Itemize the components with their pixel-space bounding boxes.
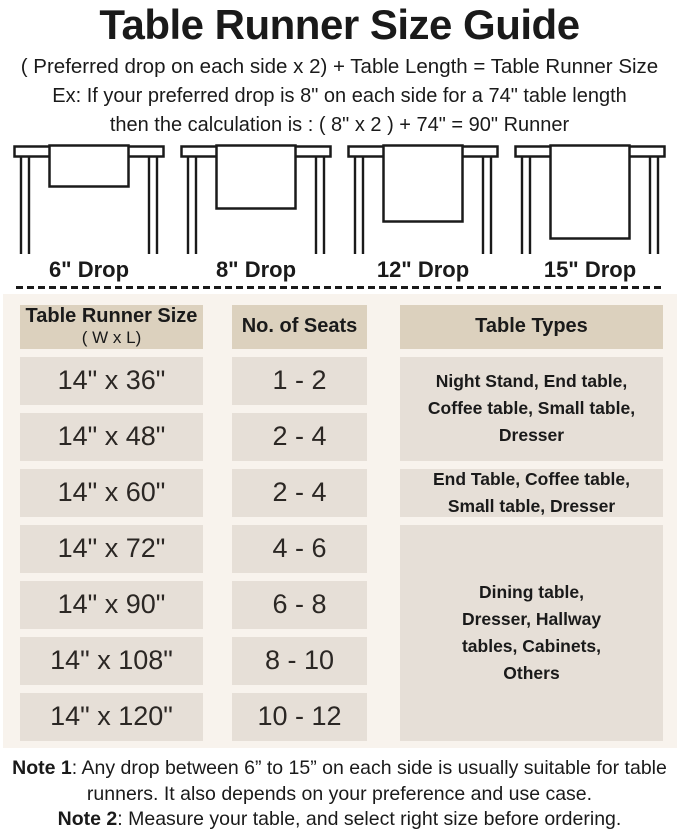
dashed-divider [16, 286, 663, 289]
table-types-cell: Night Stand, End table, Coffee table, Small table, Dresser [400, 357, 663, 461]
note-1-text: : Any drop between 6” to 15” on each side is usually suitable for table runners. It also depends on your preference and use case. [71, 756, 667, 805]
table-illustration-12in [347, 144, 499, 284]
seats-cell: 1 - 2 [232, 357, 367, 405]
table-with-runner-icon [180, 144, 332, 256]
table-with-runner-diagram [514, 144, 666, 256]
example-line-1: Ex: If your preferred drop is 8" on each side for a 74" table length [52, 84, 627, 107]
drop-label: 12" Drop [376, 256, 470, 282]
seats-cell: 8 - 10 [232, 637, 367, 685]
seats-cell: 10 - 12 [232, 693, 367, 741]
drop-label: 8" Drop [215, 256, 297, 282]
table-with-runner-icon [514, 144, 666, 256]
page-title: Table Runner Size Guide [99, 1, 580, 48]
size-cell: 14" x 36" [20, 357, 203, 405]
note-1 [2, 756, 677, 807]
drop-label: 15" Drop [543, 256, 637, 282]
table-with-runner-icon [347, 144, 499, 256]
table-types-cell: End Table, Coffee table, Small table, Dresser [400, 469, 663, 517]
seats-cell: 6 - 8 [232, 581, 367, 629]
column-table-types [400, 305, 663, 741]
column-runner-size [20, 305, 203, 741]
size-cell: 14" x 90" [20, 581, 203, 629]
size-cell: 14" x 48" [20, 413, 203, 461]
column-header-types: Table Types [400, 305, 663, 349]
drop-illustrations [0, 144, 679, 284]
size-cell: 14" x 120" [20, 693, 203, 741]
size-guide-page [0, 2, 679, 833]
table-illustration-15in [514, 144, 666, 284]
note-1-label: Note 1 [12, 756, 72, 779]
size-table [3, 294, 677, 748]
table-types-cell: Dining table, Dresser, Hallway tables, Cabinets, Others [400, 525, 663, 741]
seats-cell: 4 - 6 [232, 525, 367, 573]
table-with-runner-diagram [180, 144, 332, 256]
seats-cell: 2 - 4 [232, 413, 367, 461]
column-seats [232, 305, 367, 741]
size-cell: 14" x 108" [20, 637, 203, 685]
note-2-text: : Measure your table, and select right size before ordering. [117, 808, 622, 831]
example-line-2: then the calculation is : ( 8" x 2 ) + 74" = 90" Runner [109, 113, 570, 136]
column-header-seats: No. of Seats [232, 305, 367, 349]
formula-text: ( Preferred drop on each side x 2) + Table Length = Table Runner Size [20, 55, 659, 79]
note-2-label: Note 2 [57, 808, 118, 831]
column-header-size [20, 305, 203, 349]
header-size-subtitle: ( W x L) [81, 328, 142, 348]
table-with-runner-icon [13, 144, 165, 256]
size-cell: 14" x 72" [20, 525, 203, 573]
table-with-runner-diagram [347, 144, 499, 256]
table-illustration-8in [180, 144, 332, 284]
table-with-runner-diagram [13, 144, 165, 256]
notes-section [0, 756, 679, 833]
header-size-title: Table Runner Size [25, 305, 198, 328]
size-cell: 14" x 60" [20, 469, 203, 517]
note-2 [2, 807, 677, 833]
seats-cell: 2 - 4 [232, 469, 367, 517]
drop-label: 6" Drop [48, 256, 130, 282]
table-illustration-6in [13, 144, 165, 284]
